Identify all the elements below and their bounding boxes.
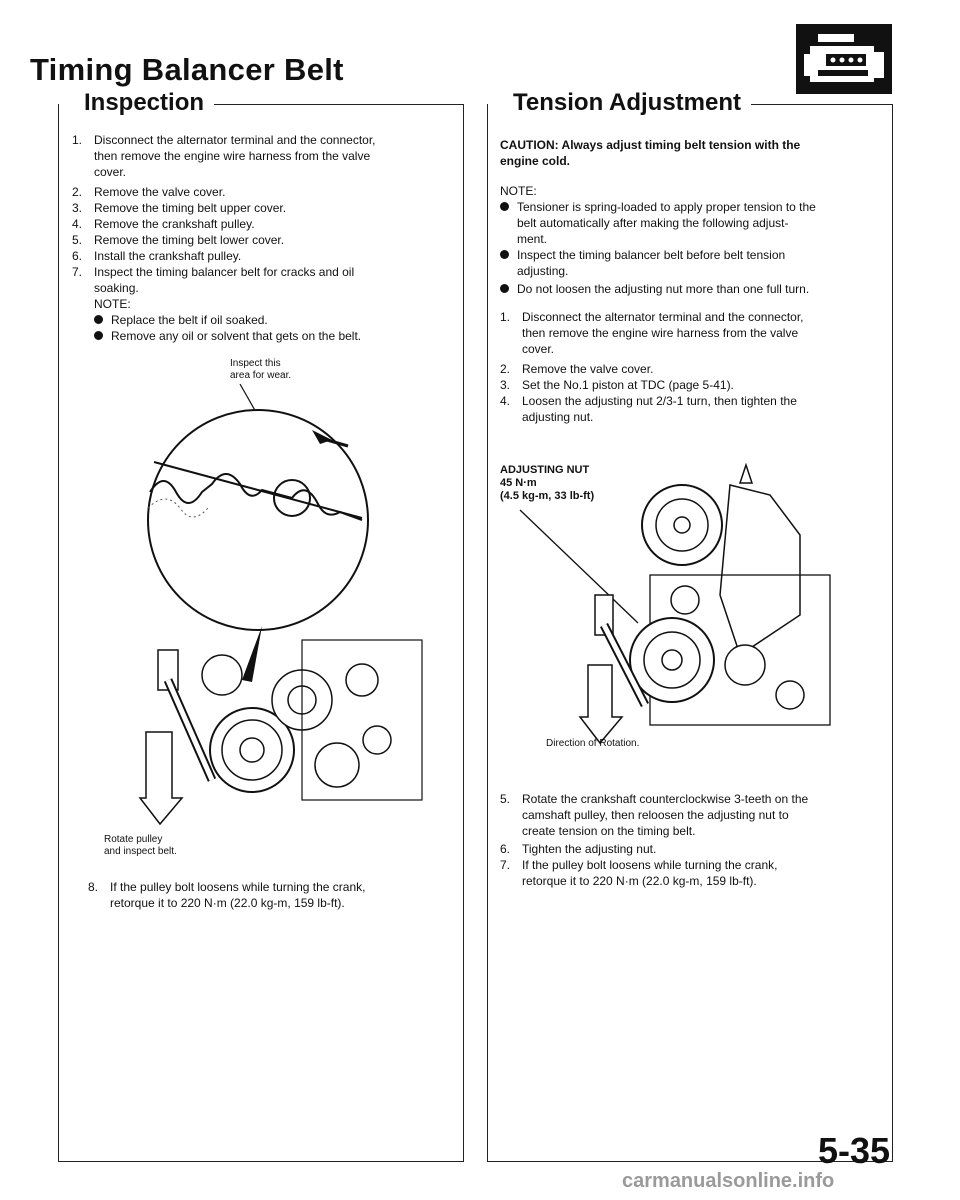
torque-callout: (4.5 kg-m, 33 lb-ft) [500, 490, 595, 502]
tension-heading: Tension Adjustment [503, 89, 751, 117]
step-text: Tighten the adjusting nut. [522, 842, 657, 856]
tension-note-2 [500, 248, 785, 264]
inspection-heading: Inspection [74, 89, 214, 117]
step-text: Remove the valve cover. [522, 362, 654, 376]
tension-note-3 [500, 282, 809, 298]
step-text: cover. [94, 165, 127, 179]
bullet-icon [500, 202, 509, 211]
step-number: 2. [72, 185, 83, 199]
step-text: Install the crankshaft pulley. [94, 249, 242, 263]
bullet-icon [500, 250, 509, 259]
note-text: ment. [517, 232, 548, 246]
step-number: 1. [72, 133, 83, 147]
step-number: 2. [500, 362, 511, 376]
figure-caption: and inspect belt. [104, 846, 177, 857]
step-number: 4. [72, 217, 83, 231]
step-text: If the pulley bolt loosens while turning the crank, [522, 858, 778, 872]
step-number: 7. [500, 858, 511, 872]
step-text: then remove the engine wire harness from the valve [522, 326, 799, 340]
step-number: 1. [500, 310, 511, 324]
step-number: 6. [72, 249, 83, 263]
figure-callout: Inspect this [230, 358, 281, 369]
tension-adjustment-illustration [500, 455, 870, 755]
step-number: 4. [500, 394, 511, 408]
inspection-step-2 [72, 185, 452, 201]
step-text: Remove the timing belt upper cover. [94, 201, 287, 215]
figure-caption: Direction of Rotation. [546, 738, 640, 749]
inspection-note-2 [94, 329, 361, 345]
step-text: Rotate the crankshaft counterclockwise 3-teeth on the [522, 792, 809, 806]
step-text: then remove the engine wire harness from the valve [94, 149, 371, 163]
page-number: 5-35 [818, 1130, 891, 1171]
step-number: 7. [72, 265, 83, 279]
engine-section-icon [796, 24, 892, 94]
step-number: 8. [88, 880, 99, 894]
step-text: Set the No.1 piston at TDC (page 5-41). [522, 378, 734, 392]
belt-inspection-illustration [62, 380, 462, 860]
inspection-step-6 [72, 249, 452, 265]
inspection-note-1 [94, 313, 268, 329]
tension-step-1 [500, 310, 885, 360]
inspection-step-3 [72, 201, 452, 217]
note-text: adjusting. [517, 264, 569, 278]
figure-callout: area for wear. [230, 370, 292, 381]
step-number: 6. [500, 842, 511, 856]
inspection-step-1 [72, 133, 452, 183]
inspection-step-5 [72, 233, 452, 249]
bullet-icon [500, 284, 509, 293]
step-number: 3. [72, 201, 83, 215]
heading-rule [210, 104, 464, 105]
tension-note-label: NOTE: [500, 184, 537, 198]
step-text: Remove the valve cover. [94, 185, 226, 199]
step-text: Remove the crankshaft pulley. [94, 217, 255, 231]
tension-step-4 [500, 394, 885, 428]
tension-step-6 [500, 842, 885, 858]
figure-caption: Rotate pulley [104, 834, 163, 845]
bullet-icon [94, 315, 103, 324]
step-text: create tension on the timing belt. [522, 824, 696, 838]
panel-corner [58, 104, 59, 120]
tension-step-5 [500, 792, 885, 842]
step-text: Disconnect the alternator terminal and the connector, [522, 310, 804, 324]
tension-step-2 [500, 362, 885, 378]
tension-note-1 [500, 200, 816, 216]
adjusting-nut-callout: ADJUSTING NUT [500, 464, 590, 476]
bullet-icon [94, 331, 103, 340]
inspection-note-label: NOTE: [94, 297, 131, 311]
note-text: Do not loosen the adjusting nut more than one full turn. [517, 282, 810, 296]
caution-line: engine cold. [500, 154, 571, 168]
tension-step-7 [500, 858, 885, 892]
inspection-step-8 [88, 880, 458, 914]
inspection-step-4 [72, 217, 452, 233]
note-text: Replace the belt if oil soaked. [111, 313, 268, 327]
tension-step-3 [500, 378, 885, 394]
inspection-step-7 [72, 265, 452, 299]
step-text: Inspect the timing balancer belt for cracks and oil [94, 265, 355, 279]
step-text: Disconnect the alternator terminal and the connector, [94, 133, 376, 147]
step-text: retorque it to 220 N·m (22.0 kg-m, 159 lb-ft). [110, 896, 345, 910]
torque-callout: 45 N·m [500, 477, 537, 489]
step-text: camshaft pulley, then reloosen the adjusting nut to [522, 808, 789, 822]
note-text: Inspect the timing balancer belt before belt tension [517, 248, 786, 262]
step-number: 5. [500, 792, 511, 806]
step-text: cover. [522, 342, 555, 356]
caution-line: CAUTION: Always adjust timing belt tension with the [500, 138, 801, 152]
watermark: carmanualsonline.info [622, 1170, 835, 1192]
step-text: soaking. [94, 281, 139, 295]
heading-rule [740, 104, 893, 105]
note-text: Tensioner is spring-loaded to apply proper tension to the [517, 200, 816, 214]
step-number: 3. [500, 378, 511, 392]
step-text: adjusting nut. [522, 410, 594, 424]
step-text: Remove the timing belt lower cover. [94, 233, 285, 247]
step-text: retorque it to 220 N·m (22.0 kg-m, 159 lb-ft). [522, 874, 757, 888]
page-title: Timing Balancer Belt [30, 52, 344, 87]
note-text: belt automatically after making the following adjust- [517, 216, 789, 230]
step-text: Loosen the adjusting nut 2/3-1 turn, then tighten the [522, 394, 797, 408]
step-number: 5. [72, 233, 83, 247]
note-text: Remove any oil or solvent that gets on the belt. [111, 329, 362, 343]
step-text: If the pulley bolt loosens while turning the crank, [110, 880, 366, 894]
